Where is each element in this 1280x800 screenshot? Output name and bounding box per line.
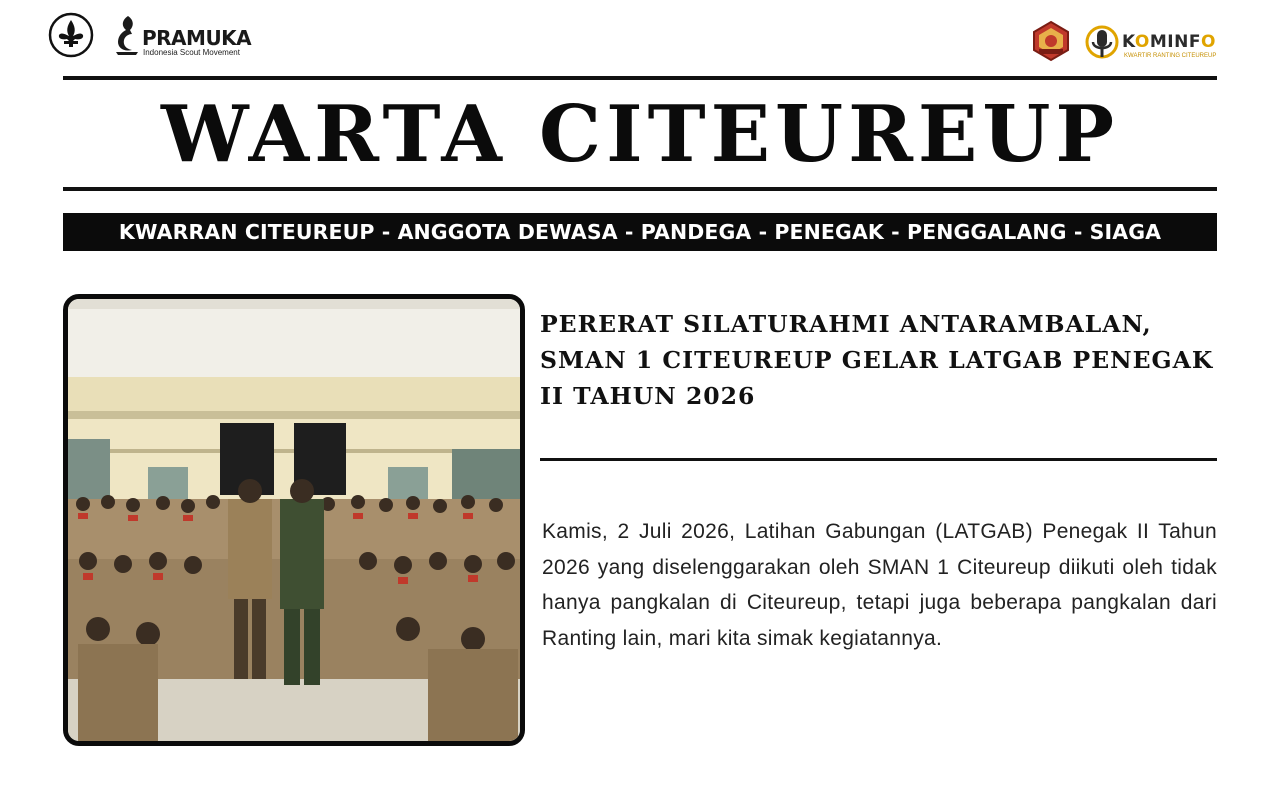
headline-rule (540, 458, 1217, 461)
article-photo (63, 294, 525, 746)
wosm-logo-icon (48, 12, 94, 58)
kominfo-brand (1122, 32, 1216, 52)
kominfo-brand-o: O (1134, 32, 1150, 52)
masthead-bottom-rule (63, 187, 1217, 191)
pramuka-tagline: Indonesia Scout Movement (143, 48, 240, 57)
pramuka-brand: PRAMUKA (142, 26, 252, 50)
masthead-top-rule (63, 76, 1217, 80)
masthead-title: WARTA CITEUREUP (160, 89, 1120, 180)
tunas-kelapa-icon (112, 14, 140, 56)
microphone-icon (1084, 24, 1120, 64)
kominfo-brand-minf: MINF (1149, 32, 1201, 52)
kwarran-badge-icon (1030, 20, 1072, 62)
article-body: Kamis, 2 Juli 2026, Latihan Gabungan (LATGAB) Penegak II Tahun 2026 yang diselenggarakan oleh SMAN 1 Citeureup diikuti oleh tidak hanya pangkalan di Citeureup, tetapi juga beberapa pangkalan dari Ranting lain, mari kita simak kegiatannya. (542, 520, 1217, 650)
sections-bar: KWARRAN CITEUREUP - ANGGOTA DEWASA - PANDEGA - PENEGAK - PENGGALANG - SIAGA (63, 213, 1217, 251)
kominfo-logo (1084, 24, 1224, 64)
kominfo-tagline: KWARTIR RANTING CITEUREUP (1124, 53, 1217, 59)
kominfo-brand-o-end: O (1200, 32, 1216, 52)
kominfo-brand-k: K (1122, 32, 1135, 52)
article-headline: PERERAT SILATURAHMI ANTARAMBALAN, SMAN 1 CITEUREUP GELAR LATGAB PENEGAK II TAHUN 2026 (540, 310, 1214, 410)
pramuka-logo (112, 12, 252, 58)
